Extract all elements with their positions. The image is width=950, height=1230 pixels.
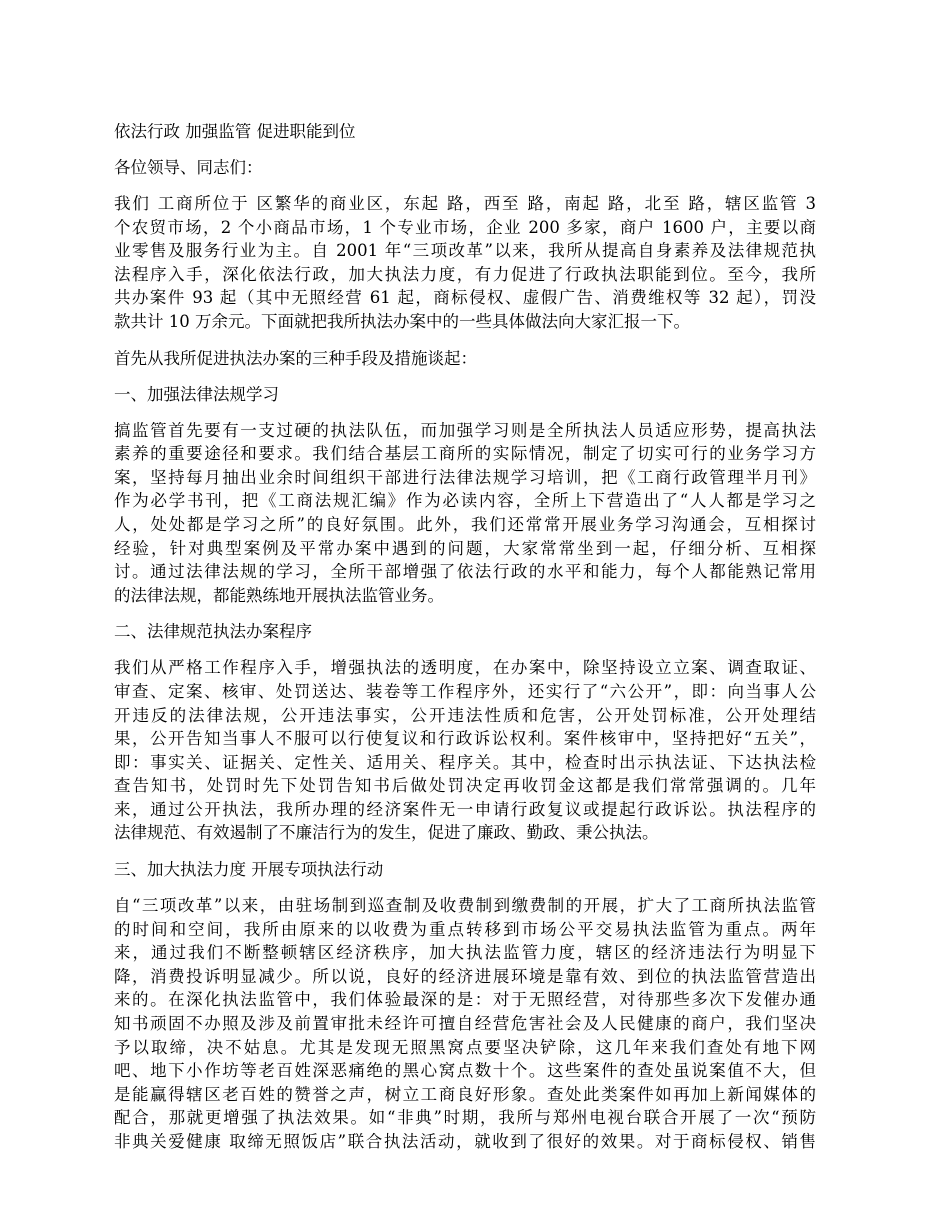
section-2-line: 果，公开告知当事人不服可以行使复议和行政诉讼权利。案件核审中，坚持把好“五关”，: [114, 729, 816, 749]
section-1-line: 经验，针对典型案例及平常办案中遇到的问题，大家常常坐到一起，仔细分析、互相探: [114, 538, 816, 558]
intro-line: 我们 工商所位于 区繁华的商业区，东起 路，西至 路，南起 路，北至 路，辖区监管 3: [114, 194, 816, 213]
section-3-paragraph: [114, 894, 816, 1154]
section-1-heading: 一、加强法律法规学习: [114, 384, 279, 404]
section-2-line: 审查、定案、核审、处罚送达、装卷等工作程序外，还实行了“六公开”，即：向当事人公: [114, 681, 816, 701]
section-2-line: 法律规范、有效遏制了不廉洁行为的发生，促进了廉政、勤政、秉公执法。: [114, 823, 659, 843]
section-3-line: 的时间和空间，我所由原来的以收费为重点转移到市场公平交易执法监管为重点。两年: [114, 919, 816, 939]
document-title: 依法行政 加强监管 促进职能到位: [114, 122, 356, 141]
section-2-line: 来，通过公开执法，我所办理的经济案件无一申请行政复议或提起行政诉讼。执法程序的: [114, 799, 816, 819]
section-3-line: 知书顽固不办照及涉及前置审批未经许可擅自经营危害社会及人民健康的商户，我们坚决: [114, 1014, 816, 1034]
section-3-line: 降，消费投诉明显减少。所以说，良好的经济进展环境是靠有效、到位的执法监管营造出: [114, 966, 816, 986]
section-1-line: 素养的重要途径和要求。我们结合基层工商所的实际情况，制定了切实可行的业务学习方: [114, 444, 816, 464]
section-3-line: 吧、地下小作坊等老百姓深恶痛绝的黑心窝点数十个。这些案件的查处虽说案值不大，但: [114, 1061, 816, 1081]
section-2-line: 即：事实关、证据关、定性关、适用关、程序关。其中，检查时出示执法证、下达执法检: [114, 752, 816, 772]
salutation: 各位领导、同志们：: [114, 158, 263, 177]
section-2-paragraph: [114, 656, 816, 845]
lead-sentence: 首先从我所促进执法办案的三种手段及措施谈起：: [114, 348, 477, 368]
section-3-line: 来，通过我们不断整顿辖区经济秩序，加大执法监管力度，辖区的经济违法行为明显下: [114, 943, 816, 963]
section-2-line: 查告知书，处罚时先下处罚告知书后做处罚决定再收罚金这都是我们常常强调的。几年: [114, 776, 816, 796]
section-1-line: 案，坚持每月抽出业余时间组织干部进行法律法规学习培训，把《工商行政管理半月刊》: [114, 467, 816, 487]
intro-line: 业零售及服务行业为主。自 2001 年“三项改革”以来，我所从提高自身素养及法律规范执: [114, 241, 816, 261]
intro-line: 共办案件 93 起（其中无照经营 61 起，商标侵权、虚假广告、消费维权等 32 起），罚没: [114, 288, 816, 308]
intro-line: 个农贸市场，2 个小商品市场，1 个专业市场，企业 200 多家，商户 1600 户，主要以商: [114, 217, 816, 237]
section-3-line: 是能赢得辖区老百姓的赞誉之声，树立工商良好形象。查处此类案件如再加上新闻媒体的: [114, 1084, 816, 1104]
section-3-line: 配合，那就更增强了执法效果。如“非典”时期，我所与郑州电视台联合开展了一次“预防: [114, 1108, 816, 1128]
section-3-heading: 三、加大执法力度 开展专项执法行动: [114, 860, 384, 880]
section-1-line: 作为必学书刊，把《工商法规汇编》作为必读内容，全所上下营造出了“人人都是学习之: [114, 491, 816, 511]
intro-paragraph: [114, 192, 816, 334]
section-1-line: 人，处处都是学习之所”的良好氛围。此外，我们还常常开展业务学习沟通会，互相探讨: [114, 514, 816, 534]
section-3-line: 予以取缔，决不姑息。尤其是发现无照黑窝点要坚决铲除，这几年来我们查处有地下网: [114, 1037, 816, 1057]
section-2-line: 我们从严格工作程序入手，增强执法的透明度，在办案中，除坚持设立立案、调查取证、: [114, 658, 816, 678]
section-1-line: 讨。通过法律法规的学习，全所干部增强了依法行政的水平和能力，每个人都能熟记常用: [114, 562, 816, 582]
section-1-line: 搞监管首先要有一支过硬的执法队伍，而加强学习则是全所执法人员适应形势，提高执法: [114, 420, 816, 440]
section-1-line: 的法律法规，都能熟练地开展执法监管业务。: [114, 585, 444, 605]
section-2-line: 开违反的法律法规，公开违法事实，公开违法性质和危害，公开处罚标准，公开处理结: [114, 705, 816, 725]
section-2-heading: 二、法律规范执法办案程序: [114, 622, 312, 642]
section-3-line: 非典关爱健康 取缔无照饭店”联合执法活动，就收到了很好的效果。对于商标侵权、销售: [114, 1132, 816, 1151]
intro-line: 法程序入手，深化依法行政，加大执法力度，有力促进了行政执法职能到位。至今，我所: [114, 264, 816, 284]
section-3-line: 来的。在深化执法监管中，我们体验最深的是：对于无照经营，对待那些多次下发催办通: [114, 990, 816, 1010]
section-3-line: 自“三项改革”以来，由驻场制到巡查制及收费制到缴费制的开展，扩大了工商所执法监管: [114, 896, 816, 916]
intro-line: 款共计 10 万余元。下面就把我所执法办案中的一些具体做法向大家汇报一下。: [114, 311, 690, 331]
section-1-paragraph: [114, 419, 816, 608]
